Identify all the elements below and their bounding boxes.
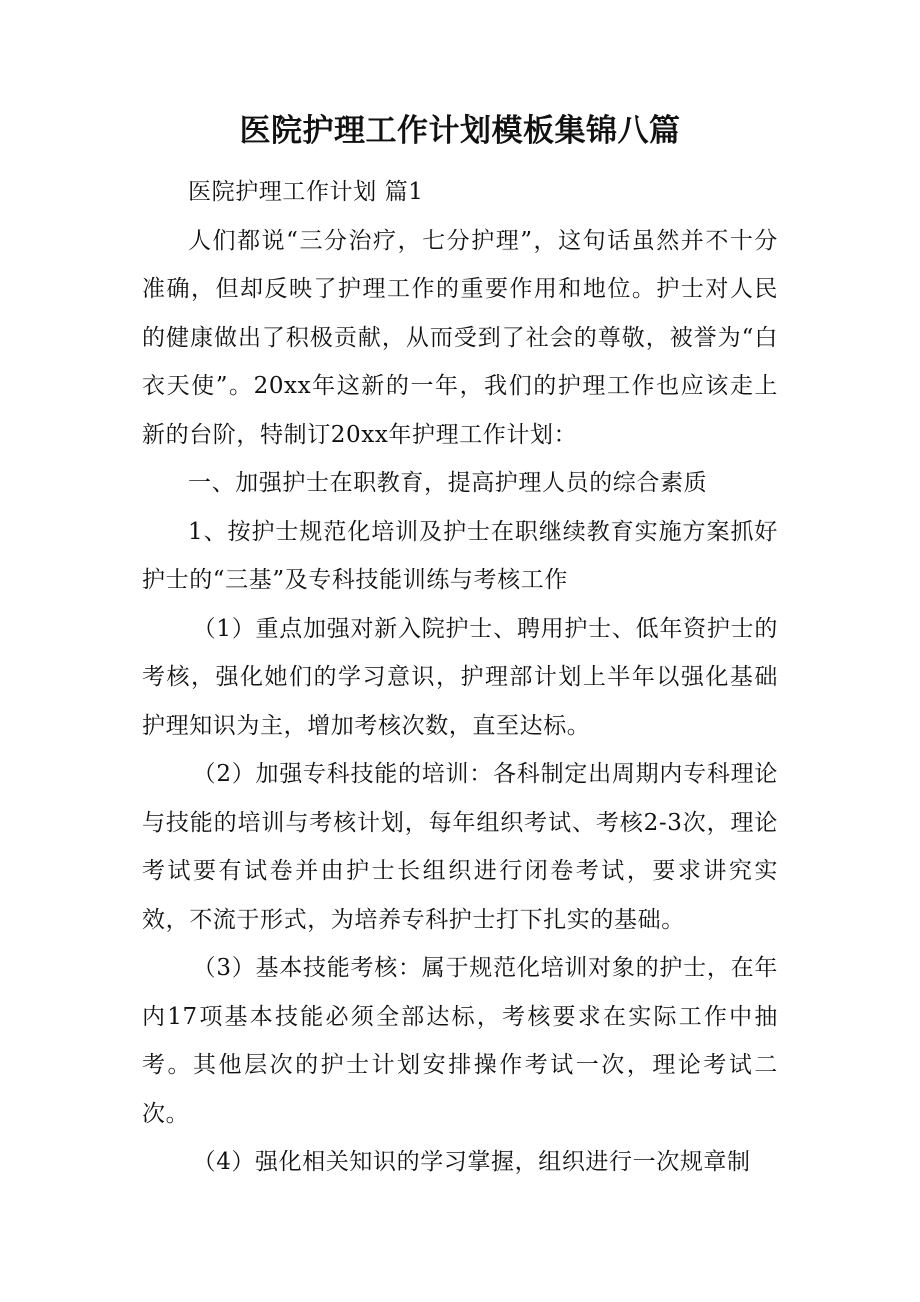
document-body: [142, 168, 778, 1187]
paragraph: （2）加强专科技能的培训：各科制定出周期内专科理论与技能的培训与考核计划，每年组织考试、考核2-3次，理论考试要有试卷并由护士长组织进行闭卷考试，要求讲究实效，不流于形式，为培养专科护士打下扎实的基础。: [142, 761, 778, 933]
paragraph: （3）基本技能考核：属于规范化培训对象的护士，在年内17项基本技能必须全部达标，考核要求在实际工作中抽考。其他层次的护士计划安排操作考试一次，理论考试二次。: [142, 955, 778, 1127]
paragraph: （1）重点加强对新入院护士、聘用护士、低年资护士的考核，强化她们的学习意识，护理部计划上半年以强化基础护理知识为主，增加考核次数，直至达标。: [142, 615, 778, 739]
paragraph: （4）强化相关知识的学习掌握，组织进行一次规章制: [192, 1149, 751, 1175]
paragraph: 1、按护士规范化培训及护士在职继续教育实施方案抓好护士的“三基”及专科技能训练与考核工作: [142, 518, 778, 593]
subsection-heading: 一、加强护士在职教育，提高护理人员的综合素质: [188, 470, 708, 496]
document-title: 医院护理工作计划模板集锦八篇: [239, 113, 681, 149]
paragraph: 人们都说“三分治疗，七分护理”，这句话虽然并不十分准确，但却反映了护理工作的重要作用和地位。护士对人民的健康做出了积极贡献，从而受到了社会的尊敬，被誉为“白衣天使”。20xx年这新的一年，我们的护理工作也应该走上新的台阶，特制订20xx年护理工作计划：: [142, 227, 778, 448]
section-heading: 医院护理工作计划 篇1: [188, 179, 424, 205]
